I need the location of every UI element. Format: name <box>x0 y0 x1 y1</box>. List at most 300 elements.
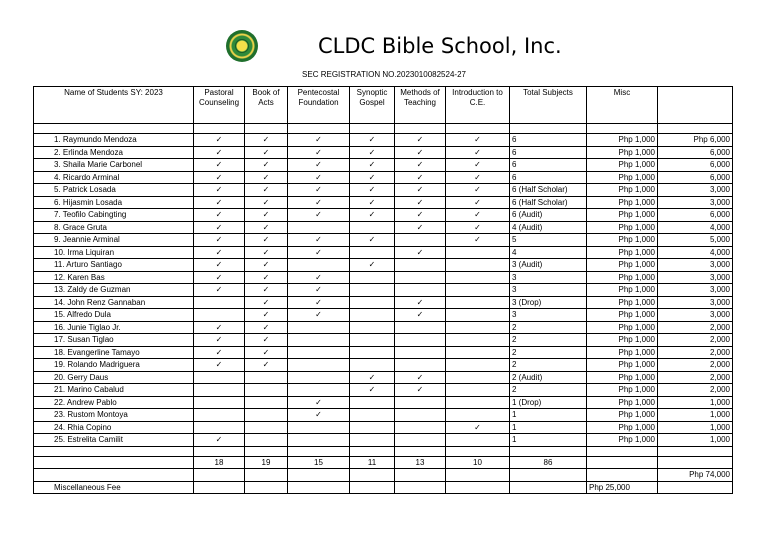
subject-cell <box>395 134 446 147</box>
check-icon: ✓ <box>315 172 322 182</box>
enrollment-table <box>33 86 733 494</box>
check-icon: ✓ <box>315 135 322 145</box>
table-row <box>34 146 733 159</box>
misc-fee: Php 1,000 <box>587 434 658 447</box>
misc-fee: Php 1,000 <box>587 284 658 297</box>
subject-cell <box>194 259 245 272</box>
subject-cell <box>245 396 288 409</box>
student-name: 12. Karen Bas <box>34 271 194 284</box>
subject-cell <box>288 434 350 447</box>
check-icon: ✓ <box>215 435 223 445</box>
subject-cell <box>395 396 446 409</box>
total-subjects: 2 (Audit) <box>510 371 587 384</box>
amount: 3,000 <box>658 309 733 322</box>
table-row <box>34 359 733 372</box>
check-icon: ✓ <box>368 385 376 395</box>
misc-fee: Php 1,000 <box>587 409 658 422</box>
header-row <box>34 87 733 124</box>
check-icon: ✓ <box>315 310 322 320</box>
subject-cell <box>245 259 288 272</box>
subject-cell <box>245 196 288 209</box>
check-icon: ✓ <box>262 297 270 307</box>
total-subjects: 6 <box>510 171 587 184</box>
subject-cell <box>446 234 510 247</box>
subject-cell <box>288 284 350 297</box>
subject-cell <box>245 384 288 397</box>
subject-cell <box>350 434 395 447</box>
subject-cell <box>288 334 350 347</box>
empty-cell <box>34 456 194 469</box>
empty-cell <box>245 481 288 494</box>
subject-cell <box>350 221 395 234</box>
subject-cell <box>395 159 446 172</box>
check-icon: ✓ <box>215 172 223 182</box>
subject-cell <box>446 184 510 197</box>
subject-cell <box>446 196 510 209</box>
subject-cell <box>288 221 350 234</box>
check-icon: ✓ <box>262 172 270 182</box>
amount: 2,000 <box>658 321 733 334</box>
misc-fee: Php 1,000 <box>587 371 658 384</box>
check-icon: ✓ <box>474 135 481 145</box>
student-name: 17. Susan Tiglao <box>34 334 194 347</box>
empty-cell <box>587 469 658 482</box>
check-icon: ✓ <box>474 160 481 170</box>
check-icon: ✓ <box>474 210 481 220</box>
empty-cell <box>510 446 587 456</box>
student-name: 18. Evangerline Tamayo <box>34 346 194 359</box>
subject-cell <box>446 246 510 259</box>
check-icon: ✓ <box>215 160 223 170</box>
table-row <box>34 221 733 234</box>
subject-cell <box>350 384 395 397</box>
check-icon: ✓ <box>315 397 322 407</box>
empty-cell <box>194 446 245 456</box>
check-icon: ✓ <box>262 160 270 170</box>
subject-cell <box>350 134 395 147</box>
subject-cell <box>350 359 395 372</box>
misc-fee: Php 1,000 <box>587 134 658 147</box>
subject-cell <box>245 221 288 234</box>
subject-cell <box>350 146 395 159</box>
empty-cell <box>658 446 733 456</box>
student-name: 21. Marino Cabalud <box>34 384 194 397</box>
subject-cell <box>245 171 288 184</box>
total-subjects: 4 (Audit) <box>510 221 587 234</box>
amount: 1,000 <box>658 409 733 422</box>
empty-cell <box>194 469 245 482</box>
subject-cell <box>446 171 510 184</box>
subject-cell <box>288 321 350 334</box>
check-icon: ✓ <box>416 372 424 382</box>
check-icon: ✓ <box>215 285 223 295</box>
student-name: 15. Alfredo Dula <box>34 309 194 322</box>
student-name: 10. Irma Liquiran <box>34 246 194 259</box>
subject-cell <box>245 359 288 372</box>
subject-cell <box>288 259 350 272</box>
empty-cell <box>395 481 446 494</box>
empty-cell <box>446 446 510 456</box>
subject-cell <box>395 246 446 259</box>
student-name: 23. Rustom Montoya <box>34 409 194 422</box>
subject-cell <box>446 134 510 147</box>
check-icon: ✓ <box>215 347 223 357</box>
check-icon: ✓ <box>474 147 481 157</box>
misc-fee: Php 1,000 <box>587 396 658 409</box>
table-row <box>34 234 733 247</box>
subject-cell <box>194 184 245 197</box>
empty-cell <box>350 446 395 456</box>
check-icon: ✓ <box>368 260 376 270</box>
subject-cell <box>350 259 395 272</box>
subject-cell <box>245 234 288 247</box>
subject-cell <box>395 196 446 209</box>
subject-cell <box>288 171 350 184</box>
check-icon: ✓ <box>368 135 376 145</box>
table-row <box>34 184 733 197</box>
amount: 3,000 <box>658 296 733 309</box>
check-icon: ✓ <box>262 135 270 145</box>
total-subjects: 3 <box>510 271 587 284</box>
amount: 3,000 <box>658 259 733 272</box>
subject-cell <box>288 396 350 409</box>
subject-cell <box>395 309 446 322</box>
subject-cell <box>245 309 288 322</box>
subject-cell <box>245 296 288 309</box>
subject-cell <box>194 409 245 422</box>
subject-cell <box>395 284 446 297</box>
check-icon: ✓ <box>315 160 322 170</box>
subject-cell <box>194 384 245 397</box>
check-icon: ✓ <box>474 172 481 182</box>
subject-cell <box>350 184 395 197</box>
subject-cell <box>350 271 395 284</box>
column-total: 18 <box>194 456 245 469</box>
subject-cell <box>194 146 245 159</box>
total-subjects: 6 (Audit) <box>510 209 587 222</box>
subject-cell <box>395 346 446 359</box>
amount: 4,000 <box>658 221 733 234</box>
subject-cell <box>245 184 288 197</box>
check-icon: ✓ <box>262 247 270 257</box>
total-subjects: 6 <box>510 134 587 147</box>
subject-cell <box>350 321 395 334</box>
subject-cell <box>395 409 446 422</box>
check-icon: ✓ <box>262 347 270 357</box>
subject-cell <box>245 159 288 172</box>
total-subjects: 2 <box>510 384 587 397</box>
table-row <box>34 334 733 347</box>
subject-cell <box>350 196 395 209</box>
check-icon: ✓ <box>215 322 223 332</box>
subject-cell <box>288 196 350 209</box>
total-subjects: 6 <box>510 159 587 172</box>
subject-cell <box>194 221 245 234</box>
table-row <box>34 246 733 259</box>
subject-cell <box>288 246 350 259</box>
subject-cell <box>350 284 395 297</box>
col-pentecostal-header: Pentecostal Foundation <box>288 87 350 124</box>
check-icon: ✓ <box>315 197 322 207</box>
check-icon: ✓ <box>368 235 376 245</box>
subject-cell <box>288 234 350 247</box>
table-row <box>34 134 733 147</box>
grand-total: Php 74,000 <box>658 469 733 482</box>
total-subjects: 5 <box>510 234 587 247</box>
school-logo-icon <box>226 30 258 62</box>
check-icon: ✓ <box>215 197 223 207</box>
subject-cell <box>194 196 245 209</box>
subject-cell <box>288 359 350 372</box>
subject-cell <box>245 209 288 222</box>
total-subjects: 3 (Audit) <box>510 259 587 272</box>
subject-cell <box>245 246 288 259</box>
misc-fee-total: Php 25,000 <box>587 481 658 494</box>
table-row <box>34 371 733 384</box>
student-name: 2. Erlinda Mendoza <box>34 146 194 159</box>
subject-cell <box>194 171 245 184</box>
misc-fee: Php 1,000 <box>587 209 658 222</box>
check-icon: ✓ <box>262 285 270 295</box>
amount: 1,000 <box>658 434 733 447</box>
empty-cell <box>288 446 350 456</box>
amount: 6,000 <box>658 209 733 222</box>
check-icon: ✓ <box>416 185 424 195</box>
column-total: 15 <box>288 456 350 469</box>
subject-cell <box>245 284 288 297</box>
misc-fee: Php 1,000 <box>587 184 658 197</box>
check-icon: ✓ <box>368 147 376 157</box>
table-row <box>34 321 733 334</box>
misc-fee-label: Miscellaneous Fee <box>34 481 194 494</box>
student-name: 16. Junie Tiglao Jr. <box>34 321 194 334</box>
subject-cell <box>350 246 395 259</box>
check-icon: ✓ <box>315 247 322 257</box>
subject-cell <box>395 184 446 197</box>
subject-cell <box>446 146 510 159</box>
check-icon: ✓ <box>315 185 322 195</box>
student-name: 20. Gerry Daus <box>34 371 194 384</box>
total-subjects: 3 <box>510 309 587 322</box>
check-icon: ✓ <box>215 135 223 145</box>
misc-fee: Php 1,000 <box>587 421 658 434</box>
spacer-row <box>34 446 733 456</box>
subject-cell <box>288 409 350 422</box>
amount: 1,000 <box>658 396 733 409</box>
subject-cell <box>194 371 245 384</box>
check-icon: ✓ <box>215 147 223 157</box>
column-total: 86 <box>510 456 587 469</box>
table-row <box>34 259 733 272</box>
amount: 3,000 <box>658 184 733 197</box>
check-icon: ✓ <box>474 197 481 207</box>
student-name: 4. Ricardo Arminal <box>34 171 194 184</box>
subject-cell <box>350 334 395 347</box>
subject-cell <box>194 159 245 172</box>
check-icon: ✓ <box>368 160 376 170</box>
subject-cell <box>194 209 245 222</box>
check-icon: ✓ <box>368 172 376 182</box>
subject-cell <box>194 296 245 309</box>
check-icon: ✓ <box>315 285 322 295</box>
check-icon: ✓ <box>368 210 376 220</box>
check-icon: ✓ <box>315 210 322 220</box>
col-pastoral-header: Pastoral Counseling <box>194 87 245 124</box>
check-icon: ✓ <box>262 235 270 245</box>
spacer-row <box>34 124 733 134</box>
subject-cell <box>446 409 510 422</box>
total-subjects: 4 <box>510 246 587 259</box>
subject-cell <box>350 309 395 322</box>
subject-cell <box>395 259 446 272</box>
amount: 6,000 <box>658 146 733 159</box>
check-icon: ✓ <box>315 410 322 420</box>
subject-cell <box>194 246 245 259</box>
col-acts-header: Book of Acts <box>245 87 288 124</box>
subject-cell <box>288 384 350 397</box>
misc-fee: Php 1,000 <box>587 384 658 397</box>
check-icon: ✓ <box>215 185 223 195</box>
subject-cell <box>446 359 510 372</box>
table-row <box>34 434 733 447</box>
check-icon: ✓ <box>416 385 424 395</box>
misc-fee: Php 1,000 <box>587 296 658 309</box>
subject-cell <box>288 271 350 284</box>
subject-cell <box>446 159 510 172</box>
subject-cell <box>446 284 510 297</box>
check-icon: ✓ <box>416 172 424 182</box>
student-name: 3. Shaila Marie Carbonel <box>34 159 194 172</box>
student-name: 8. Grace Gruta <box>34 221 194 234</box>
empty-cell <box>350 481 395 494</box>
check-icon: ✓ <box>262 197 270 207</box>
subject-cell <box>395 146 446 159</box>
empty-cell <box>587 446 658 456</box>
amount: 3,000 <box>658 196 733 209</box>
table-row <box>34 384 733 397</box>
check-icon: ✓ <box>262 185 270 195</box>
subject-cell <box>288 346 350 359</box>
subject-cell <box>245 321 288 334</box>
empty-cell <box>510 481 587 494</box>
check-icon: ✓ <box>215 260 223 270</box>
subject-cell <box>194 284 245 297</box>
student-name: 7. Teofilo Cabingting <box>34 209 194 222</box>
check-icon: ✓ <box>474 422 481 432</box>
subject-cell <box>288 146 350 159</box>
misc-fee: Php 1,000 <box>587 346 658 359</box>
table-row <box>34 346 733 359</box>
table-row <box>34 171 733 184</box>
empty-cell <box>245 446 288 456</box>
subject-cell <box>446 434 510 447</box>
check-icon: ✓ <box>215 247 223 257</box>
subject-cell <box>288 184 350 197</box>
check-icon: ✓ <box>368 197 376 207</box>
amount: 2,000 <box>658 371 733 384</box>
student-name: 22. Andrew Pablo <box>34 396 194 409</box>
amount: Php 6,000 <box>658 134 733 147</box>
subject-cell <box>194 271 245 284</box>
empty-cell <box>395 469 446 482</box>
subject-cell <box>245 346 288 359</box>
subject-cell <box>194 309 245 322</box>
subject-cell <box>350 421 395 434</box>
column-total: 10 <box>446 456 510 469</box>
subject-cell <box>194 396 245 409</box>
subject-cell <box>194 359 245 372</box>
grand-total-row <box>34 469 733 482</box>
subject-cell <box>350 371 395 384</box>
subject-cell <box>395 271 446 284</box>
subject-cell <box>446 334 510 347</box>
subject-cell <box>350 171 395 184</box>
subject-cell <box>350 209 395 222</box>
total-subjects: 2 <box>510 359 587 372</box>
subject-cell <box>395 209 446 222</box>
student-name: 14. John Renz Gannaban <box>34 296 194 309</box>
sec-registration: SEC REGISTRATION NO.2023010082524-27 <box>302 70 466 79</box>
total-subjects: 1 (Drop) <box>510 396 587 409</box>
check-icon: ✓ <box>416 297 424 307</box>
amount: 2,000 <box>658 346 733 359</box>
subject-cell <box>446 396 510 409</box>
check-icon: ✓ <box>215 360 223 370</box>
empty-cell <box>245 469 288 482</box>
subject-cell <box>446 421 510 434</box>
subject-cell <box>245 134 288 147</box>
subject-cell <box>194 334 245 347</box>
check-icon: ✓ <box>416 197 424 207</box>
check-icon: ✓ <box>474 185 481 195</box>
empty-cell <box>658 481 733 494</box>
subject-cell <box>446 271 510 284</box>
col-misc-header: Misc <box>587 87 658 124</box>
amount: 3,000 <box>658 284 733 297</box>
subject-cell <box>350 396 395 409</box>
check-icon: ✓ <box>262 272 270 282</box>
total-subjects: 1 <box>510 409 587 422</box>
misc-fee: Php 1,000 <box>587 196 658 209</box>
check-icon: ✓ <box>368 185 376 195</box>
total-subjects: 3 (Drop) <box>510 296 587 309</box>
subject-cell <box>194 434 245 447</box>
misc-fee: Php 1,000 <box>587 171 658 184</box>
subject-cell <box>194 421 245 434</box>
student-name: 13. Zaldy de Guzman <box>34 284 194 297</box>
subject-cell <box>288 421 350 434</box>
misc-fee: Php 1,000 <box>587 159 658 172</box>
total-subjects: 2 <box>510 334 587 347</box>
subject-cell <box>350 234 395 247</box>
amount: 6,000 <box>658 171 733 184</box>
check-icon: ✓ <box>262 147 270 157</box>
student-name: 6. Hijasmin Losada <box>34 196 194 209</box>
check-icon: ✓ <box>416 147 424 157</box>
column-total: 13 <box>395 456 446 469</box>
subject-cell <box>194 134 245 147</box>
col-amount-header <box>658 87 733 124</box>
totals-row <box>34 456 733 469</box>
subject-cell <box>395 371 446 384</box>
subject-cell <box>245 421 288 434</box>
check-icon: ✓ <box>215 235 223 245</box>
amount: 6,000 <box>658 159 733 172</box>
column-total: 11 <box>350 456 395 469</box>
table-row <box>34 271 733 284</box>
misc-fee: Php 1,000 <box>587 234 658 247</box>
check-icon: ✓ <box>315 297 322 307</box>
